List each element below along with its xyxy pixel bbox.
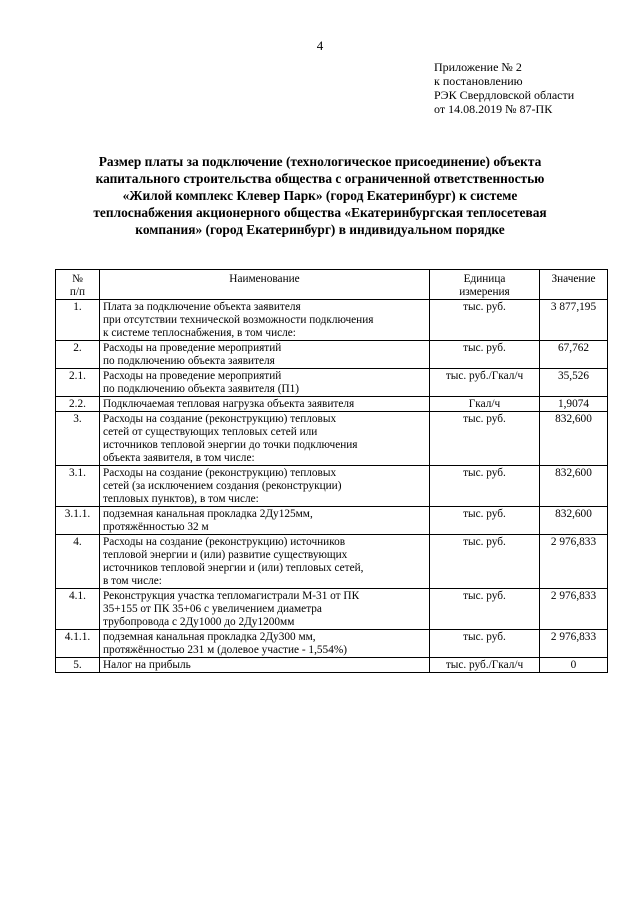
row-name-line: Расходы на проведение мероприятий (103, 342, 282, 354)
row-name (100, 589, 430, 630)
row-name-line: подземная канальная прокладка 2Ду125мм, (103, 508, 313, 520)
row-unit: тыс. руб. (430, 466, 540, 507)
row-name-line: к системе теплоснабжения, в том числе: (103, 327, 296, 339)
row-name-line: в том числе: (103, 575, 162, 587)
row-value: 832,600 (540, 507, 608, 535)
row-name-line: тепловых пунктов), в том числе: (103, 493, 259, 505)
row-name-line: трубопровода с 2Ду1000 до 2Ду1200мм (103, 616, 295, 628)
row-value: 1,9074 (540, 397, 608, 412)
row-name-line: протяжённостью 32 м (103, 521, 209, 533)
row-name (100, 535, 430, 589)
row-name-line: Расходы на создание (реконструкцию) тепловых (103, 467, 337, 479)
row-number: 4. (56, 535, 100, 589)
row-name-line: Налог на прибыль (103, 659, 191, 671)
table-row (56, 397, 608, 412)
page-number: 4 (316, 38, 324, 53)
row-value: 832,600 (540, 466, 608, 507)
row-name (100, 397, 430, 412)
table-row (56, 341, 608, 369)
table-row (56, 658, 608, 673)
row-name-line: по подключению объекта заявителя (П1) (103, 383, 300, 395)
row-unit: тыс. руб. (430, 341, 540, 369)
row-name (100, 341, 430, 369)
row-number: 2. (56, 341, 100, 369)
appendix-line: к постановлению (434, 74, 523, 88)
table-row (56, 412, 608, 466)
table-row (56, 507, 608, 535)
title-line: капитального строительства общества с ограниченной ответственностью (95, 171, 545, 186)
row-unit: тыс. руб. (430, 507, 540, 535)
appendix-block (434, 60, 574, 116)
table-row (56, 466, 608, 507)
row-name (100, 369, 430, 397)
row-name-line: тепловой энергии и (или) развитие существующих (103, 549, 348, 561)
row-number: 3. (56, 412, 100, 466)
row-name (100, 466, 430, 507)
row-unit: тыс. руб. (430, 535, 540, 589)
table-row (56, 300, 608, 341)
row-name-line: Расходы на создание (реконструкцию) источников (103, 536, 346, 548)
row-number: 2.1. (56, 369, 100, 397)
row-name-line: протяжённостью 231 м (долевое участие - 1,554%) (103, 644, 348, 656)
row-number: 2.2. (56, 397, 100, 412)
row-number: 4.1. (56, 589, 100, 630)
row-name-line: подземная канальная прокладка 2Ду300 мм, (103, 631, 316, 643)
row-name-line: Подключаемая тепловая нагрузка объекта заявителя (103, 398, 355, 410)
table-row (56, 369, 608, 397)
row-value: 832,600 (540, 412, 608, 466)
table-row (56, 535, 608, 589)
appendix-line: от 14.08.2019 № 87-ПК (434, 102, 553, 116)
row-value: 2 976,833 (540, 535, 608, 589)
row-name-line: источников тепловой энергии и (или) тепловых сетей, (103, 562, 364, 574)
row-unit: тыс. руб. (430, 630, 540, 658)
row-name-line: Расходы на создание (реконструкцию) тепловых (103, 413, 337, 425)
row-name-line: 35+155 от ПК 35+06 с увеличением диаметра (103, 603, 322, 615)
row-value: 67,762 (540, 341, 608, 369)
row-unit: тыс. руб. (430, 300, 540, 341)
row-value: 2 976,833 (540, 589, 608, 630)
table-row (56, 630, 608, 658)
row-number: 4.1.1. (56, 630, 100, 658)
title-line: компания» (город Екатеринбург) в индивидуальном порядке (135, 222, 505, 237)
header-name: Наименование (100, 270, 430, 300)
row-value: 0 (540, 658, 608, 673)
row-unit: тыс. руб./Гкал/ч (430, 658, 540, 673)
row-name-line: Плата за подключение объекта заявителя (103, 301, 301, 313)
row-name-line: Расходы на проведение мероприятий (103, 370, 282, 382)
row-number: 5. (56, 658, 100, 673)
row-number: 3.1. (56, 466, 100, 507)
table-header-row (56, 270, 608, 300)
row-name-line: сетей (за исключением создания (реконструкции) (103, 480, 342, 492)
title-line: Размер платы за подключение (технологическое присоединение) объекта (98, 154, 542, 169)
row-name (100, 300, 430, 341)
row-unit: тыс. руб. (430, 589, 540, 630)
row-value: 3 877,195 (540, 300, 608, 341)
row-name-line: сетей от существующих тепловых сетей или (103, 426, 318, 438)
row-name-line: объекта заявителя, в том числе: (103, 452, 255, 464)
row-name-line: при отсутствии технической возможности подключения (103, 314, 374, 326)
row-value: 2 976,833 (540, 630, 608, 658)
document-title (50, 153, 590, 238)
appendix-line: Приложение № 2 (434, 60, 522, 74)
row-name (100, 630, 430, 658)
row-number: 3.1.1. (56, 507, 100, 535)
row-unit: тыс. руб. (430, 412, 540, 466)
row-unit: тыс. руб./Гкал/ч (430, 369, 540, 397)
appendix-line: РЭК Свердловской области (434, 88, 575, 102)
table-row (56, 589, 608, 630)
row-number: 1. (56, 300, 100, 341)
row-name (100, 658, 430, 673)
row-name (100, 412, 430, 466)
fee-table (55, 269, 608, 673)
header-num: № п/п (56, 270, 100, 300)
title-line: теплоснабжения акционерного общества «Екатеринбургская теплосетевая (93, 205, 547, 220)
row-name-line: по подключению объекта заявителя (103, 355, 275, 367)
row-value: 35,526 (540, 369, 608, 397)
row-name-line: Реконструкция участка тепломагистрали М-31 от ПК (103, 590, 360, 602)
row-name (100, 507, 430, 535)
header-unit: Единица измерения (430, 270, 540, 300)
header-value: Значение (540, 270, 608, 300)
row-unit: Гкал/ч (430, 397, 540, 412)
title-line: «Жилой комплекс Клевер Парк» (город Екатеринбург) к системе (122, 188, 518, 203)
row-name-line: источников тепловой энергии до точки подключения (103, 439, 358, 451)
